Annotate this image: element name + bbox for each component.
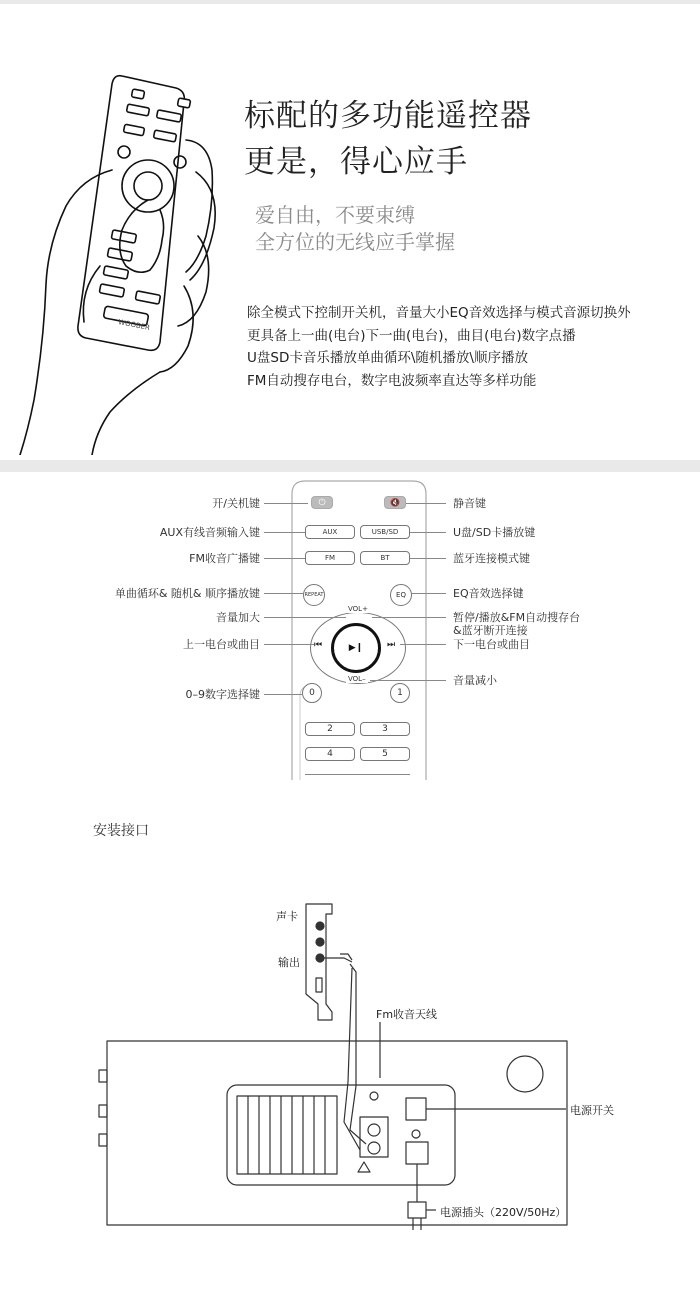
num-partial-row (305, 774, 410, 780)
vol-up-label[interactable]: VOL+ (348, 605, 368, 613)
fm-button[interactable]: FM (305, 551, 355, 565)
install-diagram (0, 782, 700, 1308)
feature-desc-line-1: 除全模式下控制开关机，音量大小EQ音效选择与模式音源切换外 (247, 305, 631, 321)
label-mute: 静音键 (453, 497, 486, 510)
leader-eq (412, 593, 446, 594)
prev-button[interactable]: ⏮ (314, 640, 323, 650)
leader-power (264, 503, 308, 504)
label-fm: FM收音广播键 (189, 552, 260, 565)
leader-bt (410, 558, 446, 559)
subheadline-1: 爱自由，不要束缚 (255, 203, 415, 227)
hand-remote-illustration (0, 60, 235, 455)
power-switch-label: 电源开关 (570, 1104, 614, 1117)
feature-desc-line-2: 更具备上一曲(电台)下一曲(电台)，曲目(电台)数字点播 (247, 328, 576, 344)
leader-aux (264, 532, 305, 533)
leader-numbers (264, 694, 302, 695)
output-label: 输出 (278, 956, 300, 969)
num-0-button[interactable]: 0 (302, 683, 322, 703)
mute-button[interactable]: 🔇 (384, 496, 406, 509)
bt-button[interactable]: BT (360, 551, 410, 565)
eq-button[interactable]: EQ (390, 584, 412, 606)
vol-down-label[interactable]: VOL– (348, 675, 366, 683)
label-aux: AUX有线音频输入键 (159, 526, 260, 539)
feature-desc-line-4: FM自动搜存电台，数字电波频率直达等多样功能 (247, 373, 537, 389)
leader-next (400, 644, 446, 645)
remote-brand-text: WOOBER (117, 318, 151, 333)
leader-mute (406, 503, 446, 504)
leader-fm (264, 558, 305, 559)
num-1-button[interactable]: 1 (390, 683, 410, 703)
subheadline-2: 全方位的无线应手掌握 (255, 230, 455, 254)
leader-usb (410, 532, 446, 533)
power-button[interactable]: ⏻ (311, 496, 333, 509)
label-play: 暂停/播放&FM自动搜存台 &蓝牙断开连接 (453, 611, 581, 637)
label-vol-up: 音量加大 (216, 611, 260, 624)
label-vol-down: 音量减小 (453, 674, 497, 687)
leader-vol-up (264, 617, 346, 618)
leader-vol-down (370, 680, 446, 681)
num-3-button[interactable]: 3 (360, 722, 410, 736)
repeat-button[interactable]: REPEAT (303, 584, 325, 606)
label-usb: U盘/SD卡播放键 (453, 526, 536, 539)
play-pause-button[interactable] (331, 623, 381, 673)
sound-card-label: 声卡 (276, 910, 298, 923)
next-button[interactable]: ⏭ (387, 640, 396, 650)
label-numbers: 0–9数字选择键 (185, 688, 260, 701)
label-prev: 上一电台或曲目 (183, 638, 260, 651)
aux-button[interactable]: AUX (305, 525, 355, 539)
num-4-button[interactable]: 4 (305, 747, 355, 761)
label-next: 下一电台或曲目 (453, 638, 530, 651)
usb-sd-button[interactable]: USB/SD (360, 525, 410, 539)
feature-desc-line-3: U盘SD卡音乐播放单曲循环\随机播放\顺序播放 (247, 350, 528, 366)
num-2-button[interactable]: 2 (305, 722, 355, 736)
play-pause-icon: ▶❙ (348, 643, 364, 653)
section-separator (0, 460, 700, 472)
num-5-button[interactable]: 5 (360, 747, 410, 761)
fm-antenna-label: Fm收音天线 (376, 1008, 438, 1021)
feature-section (0, 0, 700, 460)
label-bt: 蓝牙连接模式键 (453, 552, 530, 565)
label-power: 开/关机键 (212, 497, 260, 510)
label-repeat: 单曲循环& 随机& 顺序播放键 (114, 587, 260, 600)
remote-diagram-section (0, 472, 700, 782)
install-section (0, 782, 700, 1308)
leader-prev (264, 644, 314, 645)
label-eq: EQ音效选择键 (453, 587, 524, 600)
leader-play (372, 617, 446, 618)
install-title: 安装接口 (93, 823, 149, 839)
leader-repeat (264, 593, 303, 594)
power-plug-label: 电源插头（220V/50Hz） (440, 1206, 567, 1219)
headline-1: 标配的多功能遥控器 (244, 98, 532, 134)
headline-2: 更是，得心应手 (244, 144, 468, 180)
